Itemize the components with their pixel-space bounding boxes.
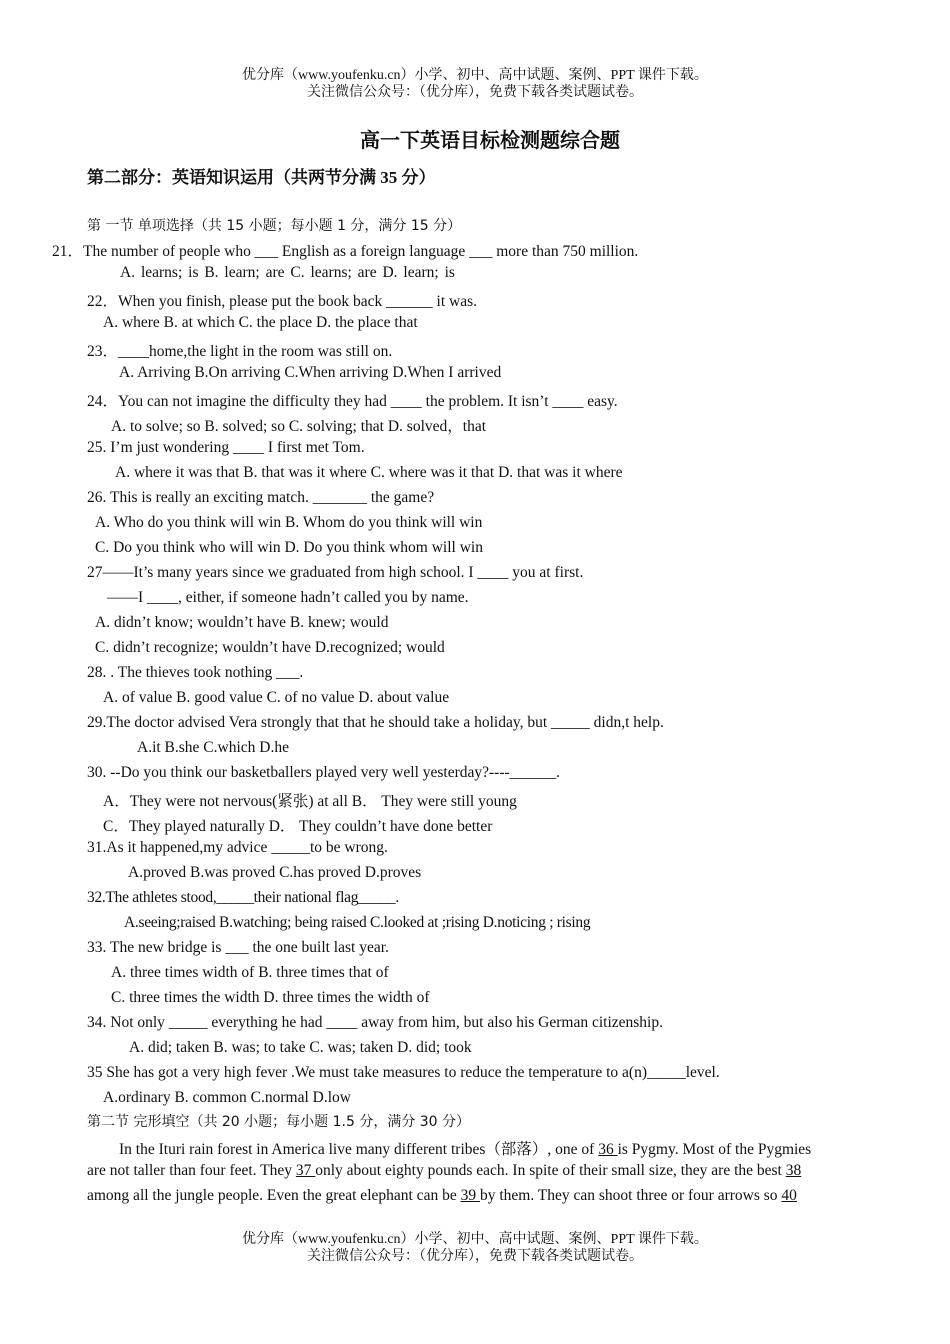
question-28: 28. . The thieves took nothing ___. <box>87 664 304 681</box>
question-30-options-cd: C．They played naturally D． They couldn’t have done better <box>103 818 493 835</box>
blank-37: 37 <box>295 1162 316 1179</box>
page-title: 高一下英语目标检测题综合题 <box>360 130 620 152</box>
part-heading: 第二部分：英语知识运用（共两节分满 35 分） <box>87 168 436 187</box>
question-28-options: A. of value B. good value C. of no value D. about value <box>103 689 450 706</box>
section-2-heading: 第二节 完形填空（共 20 小题；每小题 1.5 分，满分 30 分） <box>87 1114 471 1130</box>
question-27: 27——It’s many years since we graduated from high school. I ____ you at first. <box>87 564 584 581</box>
question-32-options: A.seeing;raised B.watching; being raised C.looked at ;rising D.noticing ; rising <box>124 914 591 931</box>
question-22: 22．When you finish, please put the book back ______ it was. <box>87 293 478 310</box>
question-26: 26. This is really an exciting match. _______ the game? <box>87 489 435 506</box>
cloze-line-1 <box>119 1137 811 1159</box>
blank-38: 38 <box>785 1162 802 1179</box>
section-1-heading: 第 一节 单项选择（共 15 小题；每小题 1 分，满分 15 分） <box>87 218 462 234</box>
footer-line-2: 关注微信公众号：（优分库），免费下载各类试题试卷。 <box>307 1249 643 1264</box>
cloze-text: only about eighty pounds each. In spite of their small size, they are the best <box>315 1162 786 1179</box>
question-27-options-cd: C. didn’t recognize; wouldn’t have D.recognized; would <box>95 639 445 656</box>
cloze-line-2 <box>87 1162 801 1180</box>
cloze-text: among all the jungle people. Even the great elephant can be <box>87 1187 461 1204</box>
header-line-1: 优分库（www.youfenku.cn）小学、初中、高中试题、案例、PPT 课件下载。 <box>242 68 708 83</box>
question-32: 32.The athletes stood,_____their national flag_____. <box>87 889 399 906</box>
question-33-options-ab: A. three times width of B. three times that of <box>111 964 389 981</box>
question-35: 35 She has got a very high fever .We must take measures to reduce the temperature to a(n)_____level. <box>87 1064 720 1081</box>
footer-line-1: 优分库（www.youfenku.cn）小学、初中、高中试题、案例、PPT 课件下载。 <box>242 1232 708 1247</box>
question-23: 23．____home,the light in the room was still on. <box>87 343 393 360</box>
question-22-options: A. where B. at which C. the place D. the place that <box>103 314 418 331</box>
blank-39: 39 <box>460 1187 480 1204</box>
question-33-options-cd: C. three times the width D. three times the width of <box>111 989 430 1006</box>
question-31-options: A.proved B.was proved C.has proved D.proves <box>128 864 422 881</box>
header-line-2: 关注微信公众号：（优分库），免费下载各类试题试卷。 <box>307 85 643 100</box>
question-24-options: A. to solve; so B. solved; so C. solving; that D. solved，that <box>111 418 487 435</box>
question-30: 30. --Do you think our basketballers played very well yesterday?----______. <box>87 764 561 781</box>
page-header <box>0 67 950 101</box>
cloze-text: by them. They can shoot three or four arrows so <box>479 1187 782 1204</box>
question-29-options: A.it B.she C.which D.he <box>137 739 289 756</box>
question-34-options: A. did; taken B. was; to take C. was; taken D. did; took <box>129 1039 472 1056</box>
question-26-options-cd: C. Do you think who will win D. Do you think whom will win <box>95 539 483 556</box>
question-33: 33. The new bridge is ___ the one built last year. <box>87 939 389 956</box>
question-29: 29.The doctor advised Vera strongly that that he should take a holiday, but _____ didn,t help. <box>87 714 664 731</box>
question-31: 31.As it happened,my advice _____to be wrong. <box>87 839 388 856</box>
question-26-options-ab: A. Who do you think will win B. Whom do you think will win <box>95 514 483 531</box>
question-25: 25. I’m just wondering ____ I first met Tom. <box>87 439 365 456</box>
question-27-reply: ——I ____, either, if someone hadn’t called you by name. <box>107 589 469 606</box>
cloze-text: In the Ituri rain forest in America live many different tribes（部落）, one of <box>119 1141 599 1158</box>
question-27-options-ab: A. didn’t know; wouldn’t have B. knew; would <box>95 614 389 631</box>
question-30-options-ab: A．They were not nervous(紧张) at all B． They were still young <box>103 793 517 810</box>
cloze-text: is Pygmy. Most of the Pygmies <box>617 1141 812 1158</box>
blank-36: 36 <box>598 1141 618 1158</box>
page-footer <box>0 1231 950 1265</box>
question-21-options: A. learns; is B. learn; are C. learns; are D. learn; is <box>120 264 455 281</box>
blank-40: 40 <box>781 1187 797 1204</box>
question-25-options: A. where it was that B. that was it where C. where was it that D. that was it where <box>115 464 623 481</box>
cloze-text: are not taller than four feet. They <box>87 1162 296 1179</box>
question-21: 21．The number of people who ___ English as a foreign language ___ more than 750 million. <box>52 243 639 260</box>
question-23-options: A. Arriving B.On arriving C.When arriving D.When I arrived <box>119 364 502 381</box>
question-34: 34. Not only _____ everything he had ____ away from him, but also his German citizenship. <box>87 1014 663 1031</box>
cloze-line-3 <box>87 1187 797 1205</box>
question-35-options: A.ordinary B. common C.normal D.low <box>103 1089 351 1106</box>
question-24: 24．You can not imagine the difficulty they had ____ the problem. It isn’t ____ easy. <box>87 393 618 410</box>
